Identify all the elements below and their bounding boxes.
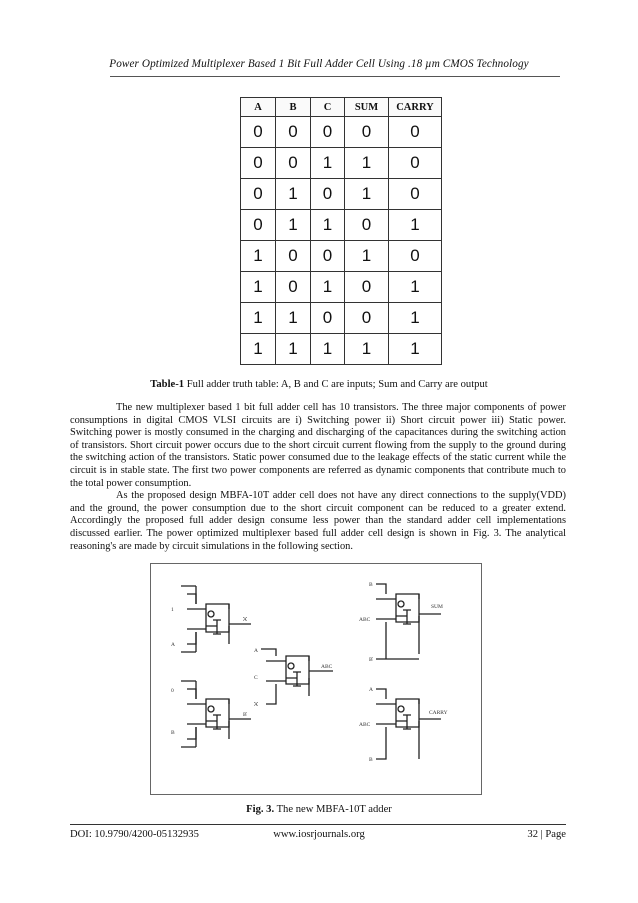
- circuit-schematic: [151, 564, 481, 794]
- truth-table-row: [241, 210, 442, 241]
- label-abc-center: ABC: [321, 664, 333, 670]
- truth-table: [240, 97, 442, 365]
- truth-table-cell: 0: [241, 210, 276, 241]
- truth-table-cell: 1: [389, 334, 442, 365]
- label-a-center: A: [254, 648, 258, 654]
- label-b-bar: B: [243, 712, 247, 718]
- truth-table-cell: 1: [241, 303, 276, 334]
- table-caption: [0, 379, 638, 390]
- footer-site: www.iosrjournals.org: [273, 829, 365, 840]
- column-header: C: [311, 98, 345, 117]
- truth-table-cell: 0: [389, 241, 442, 272]
- truth-table-cell: 1: [276, 210, 311, 241]
- truth-table-cell: 1: [389, 272, 442, 303]
- truth-table-row: [241, 117, 442, 148]
- truth-table-cell: 0: [345, 303, 389, 334]
- label-b-carry: B: [369, 757, 373, 763]
- truth-table-cell: 1: [241, 272, 276, 303]
- truth-table-cell: 0: [276, 148, 311, 179]
- table-caption-label: Table-1: [150, 379, 185, 390]
- label-a: A: [171, 642, 175, 648]
- truth-table-cell: 0: [276, 117, 311, 148]
- truth-table-cell: 0: [241, 117, 276, 148]
- label-a-bar-center: A: [254, 702, 258, 708]
- footer-rule: [70, 824, 566, 825]
- footer-page: 32 | Page: [527, 829, 566, 840]
- truth-table-row: [241, 272, 442, 303]
- truth-table-cell: 0: [345, 272, 389, 303]
- truth-table-cell: 1: [276, 334, 311, 365]
- figure-caption-text: The new MBFA-10T adder: [274, 804, 392, 815]
- paragraph: The new multiplexer based 1 bit full adder cell has 10 transistors. The three major components of power consumptions in digital CMOS VLSI circuits are i) Switching power ii) Short circuit power iii) Static power. Switching power is mostly consumed in the charging and discharging of the capacitances during the switching action of transistors. Short circuit power occurs due to the short circuit current flowing from the supply to the ground during the switching action of the transistors. Static power consumed due to the leakage effects of the static current while the circuit is in stable state. The first two power components are referred as dynamic components that contribute much to the total power consumption.: [70, 402, 566, 489]
- truth-table-cell: 1: [345, 148, 389, 179]
- truth-table-cell: 1: [345, 241, 389, 272]
- header-rule: [110, 76, 560, 77]
- label-a-bar: A: [243, 617, 247, 623]
- figure-caption-label: Fig. 3.: [246, 804, 275, 815]
- truth-table-cell: 0: [241, 179, 276, 210]
- label-b-bar-sum: B: [369, 657, 373, 663]
- label-abc-sum: ABC: [359, 617, 371, 623]
- label-carry: CARRY: [429, 710, 448, 716]
- truth-table-cell: 1: [311, 148, 345, 179]
- truth-table-cell: 0: [345, 210, 389, 241]
- paragraph: As the proposed design MBFA-10T adder cell does not have any direct connections to the supply(VDD) and the ground, the power consumption due to the short circuit component can be reduced to a greater extend. Accordingly the proposed full adder design consume less power than the standard adder cell implementations discussed earlier. The power optimized multiplexer based full adder cell design is shown in Fig. 3. The analytical reasoning's are made by circuit simulations in the following section.: [70, 490, 566, 552]
- column-header: CARRY: [389, 98, 442, 117]
- table-caption-text: Full adder truth table: A, B and C are inputs; Sum and Carry are output: [184, 379, 488, 390]
- truth-table-cell: 1: [389, 210, 442, 241]
- truth-table-cell: 0: [389, 117, 442, 148]
- truth-table-cell: 1: [241, 334, 276, 365]
- truth-table-cell: 0: [311, 117, 345, 148]
- column-header: B: [276, 98, 311, 117]
- label-b: B: [171, 730, 175, 736]
- truth-table-cell: 0: [276, 272, 311, 303]
- truth-table-row: [241, 334, 442, 365]
- truth-table-cell: 0: [345, 117, 389, 148]
- truth-table-cell: 0: [389, 148, 442, 179]
- figure-caption: [0, 804, 638, 815]
- label-abc-carry: ABC: [359, 722, 371, 728]
- label-one: 1: [171, 607, 174, 613]
- truth-table-cell: 1: [345, 334, 389, 365]
- truth-table-cell: 1: [276, 303, 311, 334]
- column-header: A: [241, 98, 276, 117]
- running-header: Power Optimized Multiplexer Based 1 Bit Full Adder Cell Using .18 µm CMOS Technology: [109, 58, 529, 70]
- label-b-sum: B: [369, 582, 373, 588]
- truth-table-cell: 1: [389, 303, 442, 334]
- truth-table-header-row: [241, 98, 442, 117]
- figure-mbfa-10t: [150, 563, 482, 795]
- truth-table-cell: 0: [311, 179, 345, 210]
- truth-table-cell: 0: [276, 241, 311, 272]
- truth-table-cell: 1: [311, 334, 345, 365]
- truth-table-row: [241, 148, 442, 179]
- label-zero: 0: [171, 688, 174, 694]
- truth-table-cell: 0: [389, 179, 442, 210]
- footer-doi: DOI: 10.9790/4200-05132935: [70, 829, 199, 840]
- label-a-carry: A: [369, 687, 373, 693]
- truth-table-cell: 1: [345, 179, 389, 210]
- truth-table-cell: 0: [311, 241, 345, 272]
- label-sum: SUM: [431, 604, 443, 610]
- truth-table-row: [241, 241, 442, 272]
- truth-table-row: [241, 179, 442, 210]
- truth-table-cell: 0: [241, 148, 276, 179]
- column-header: SUM: [345, 98, 389, 117]
- truth-table-row: [241, 303, 442, 334]
- truth-table-cell: 1: [311, 210, 345, 241]
- truth-table-cell: 1: [311, 272, 345, 303]
- truth-table-cell: 1: [241, 241, 276, 272]
- body-text: [70, 402, 566, 553]
- truth-table-cell: 0: [311, 303, 345, 334]
- label-c: C: [254, 675, 258, 681]
- truth-table-cell: 1: [276, 179, 311, 210]
